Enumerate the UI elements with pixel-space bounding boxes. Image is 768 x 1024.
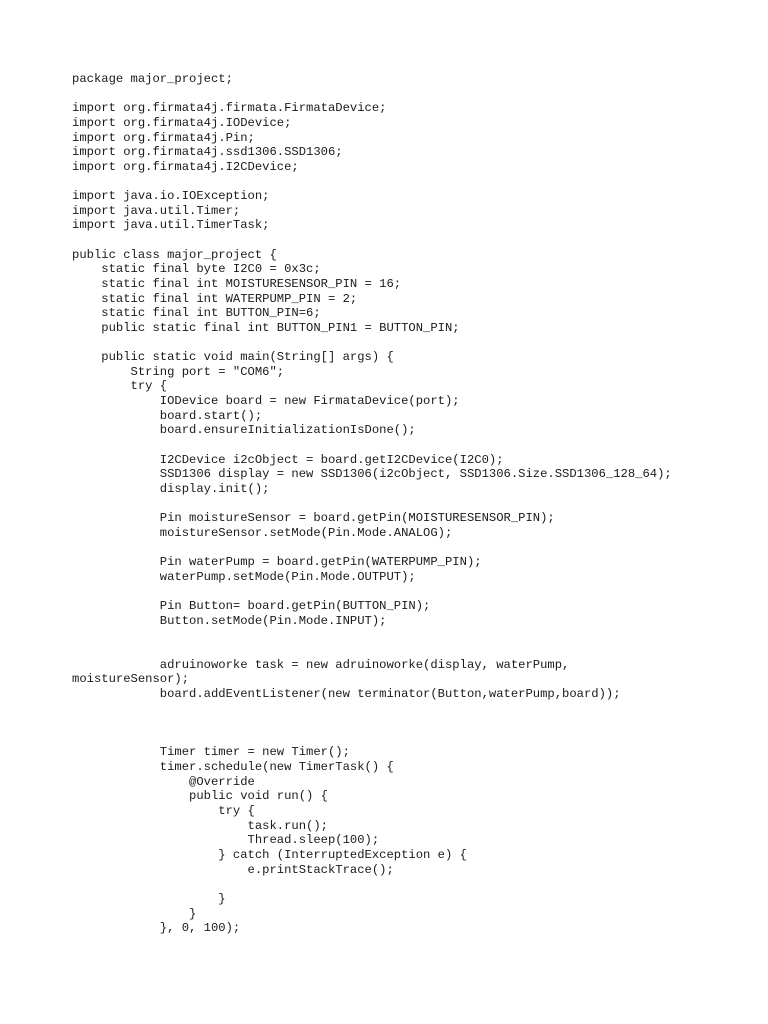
code-line	[72, 438, 672, 453]
code-line: import org.firmata4j.ssd1306.SSD1306;	[72, 145, 343, 160]
code-line: moistureSensor);	[72, 672, 190, 687]
code-line: moistureSensor.setMode(Pin.Mode.ANALOG);	[72, 525, 453, 540]
code-line: adruinoworke task = new adruinoworke(display, waterPump,	[72, 657, 570, 672]
code-line: static final int WATERPUMP_PIN = 2;	[72, 291, 358, 306]
code-line: }	[72, 891, 226, 906]
code-line: Pin Button= board.getPin(BUTTON_PIN);	[72, 599, 431, 614]
code-line: waterPump.setMode(Pin.Mode.OUTPUT);	[72, 569, 416, 584]
code-line: public void run() {	[72, 789, 328, 804]
code-line	[72, 731, 672, 746]
code-line	[72, 584, 672, 599]
code-line	[72, 716, 672, 731]
code-line: try {	[72, 379, 168, 394]
code-line: static final byte I2C0 = 0x3c;	[72, 262, 321, 277]
code-line	[72, 87, 672, 102]
code-line: import java.util.TimerTask;	[72, 218, 270, 233]
code-line: display.init();	[72, 481, 270, 496]
code-line: public static final int BUTTON_PIN1 = BUTTON_PIN;	[72, 320, 460, 335]
code-line: Timer timer = new Timer();	[72, 745, 350, 760]
code-line: String port = "COM6";	[72, 364, 285, 379]
code-line: Thread.sleep(100);	[72, 833, 380, 848]
code-line	[72, 702, 672, 717]
code-line: board.addEventListener(new terminator(Button,waterPump,board));	[72, 686, 621, 701]
code-line: static final int MOISTURESENSOR_PIN = 16;	[72, 276, 402, 291]
code-line: import java.io.IOException;	[72, 189, 270, 204]
code-line: IODevice board = new FirmataDevice(port);	[72, 394, 460, 409]
code-line: e.printStackTrace();	[72, 862, 394, 877]
code-line: Button.setMode(Pin.Mode.INPUT);	[72, 613, 387, 628]
code-line: import java.util.Timer;	[72, 203, 241, 218]
code-line: timer.schedule(new TimerTask() {	[72, 760, 394, 775]
code-line: board.ensureInitializationIsDone();	[72, 423, 416, 438]
code-line: Pin moistureSensor = board.getPin(MOISTURESENSOR_PIN);	[72, 511, 555, 526]
code-line: try {	[72, 804, 255, 819]
code-line	[72, 877, 672, 892]
code-line	[72, 628, 672, 643]
code-line: }	[72, 906, 197, 921]
code-line: } catch (InterruptedException e) {	[72, 847, 467, 862]
code-line	[72, 233, 672, 248]
code-line	[72, 541, 672, 556]
code-line: import org.firmata4j.firmata.FirmataDevice;	[72, 101, 387, 116]
code-line: import org.firmata4j.Pin;	[72, 130, 255, 145]
code-line: package major_project;	[72, 72, 233, 86]
code-line: import org.firmata4j.IODevice;	[72, 115, 292, 130]
code-line	[72, 336, 672, 351]
code-line	[72, 497, 672, 512]
code-line: SSD1306 display = new SSD1306(i2cObject, SSD1306.Size.SSD1306_128_64);	[72, 467, 672, 482]
code-line: }, 0, 100);	[72, 921, 241, 936]
code-line: import org.firmata4j.I2CDevice;	[72, 159, 299, 174]
code-line: public static void main(String[] args) {	[72, 350, 394, 365]
code-line: static final int BUTTON_PIN=6;	[72, 306, 321, 321]
code-line: board.start();	[72, 408, 263, 423]
code-line	[72, 174, 672, 189]
code-line: task.run();	[72, 818, 328, 833]
code-line: I2CDevice i2cObject = board.getI2CDevice(I2C0);	[72, 452, 504, 467]
code-block	[72, 72, 672, 936]
code-line: Pin waterPump = board.getPin(WATERPUMP_PIN);	[72, 555, 482, 570]
code-line: @Override	[72, 774, 255, 789]
code-line	[72, 643, 672, 658]
code-line: public class major_project {	[72, 247, 277, 262]
